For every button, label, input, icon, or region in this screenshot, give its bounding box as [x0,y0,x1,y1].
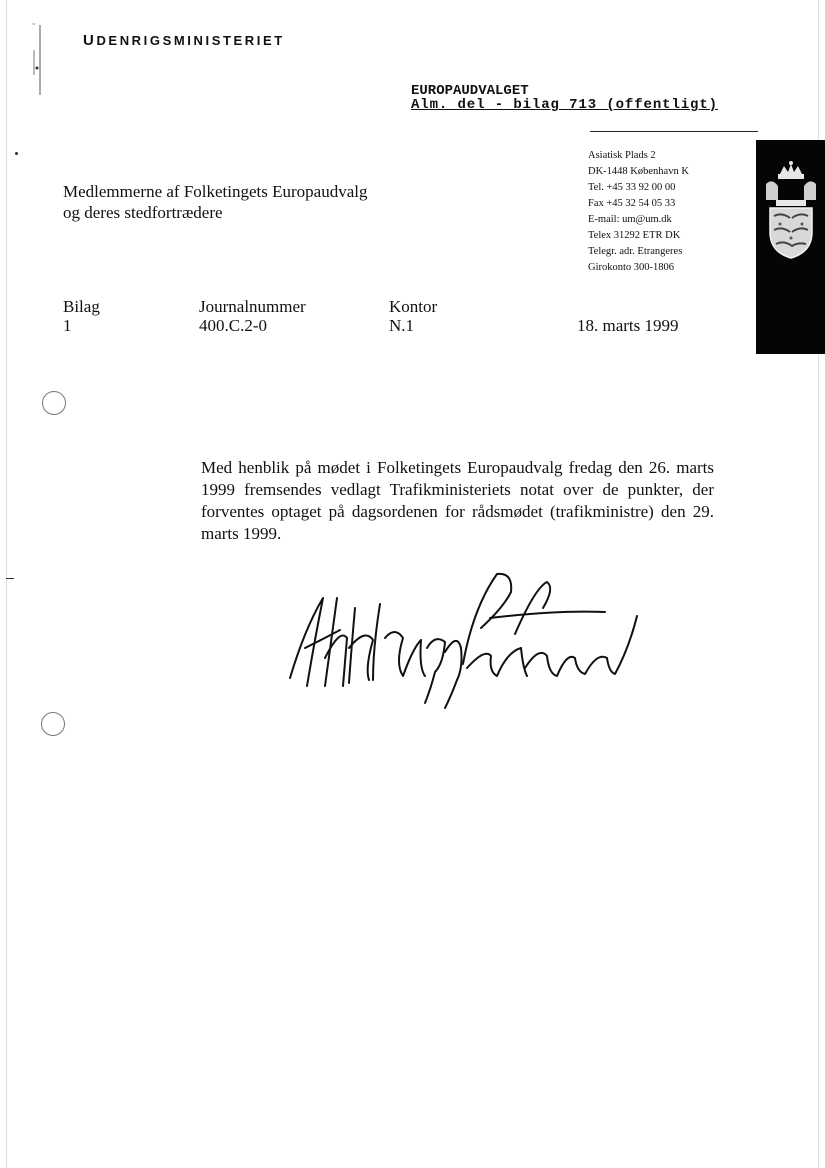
kontor-value: N.1 [389,316,415,335]
address-line: Tel. +45 33 92 00 00 [588,182,676,193]
bilag-label: Bilag [63,297,100,316]
address-line: Telex 31292 ETR DK [588,230,681,241]
address-line: Girokonto 300-1806 [588,262,675,273]
journal-value: 400.C.2-0 [199,316,267,335]
kontor-label: Kontor [389,297,438,316]
punch-hole [42,391,66,415]
address-line: Fax +45 32 54 05 33 [588,198,676,209]
address-line: Telegr. adr. Etrangeres [588,246,683,257]
recipient-line-2: og deres stedfortrædere [63,203,223,222]
archive-stamp [411,84,718,112]
recipient-block [63,181,368,223]
letter-date: 18. marts 1999 [577,316,679,335]
coat-of-arms-icon [762,160,820,260]
address-line: E-mail: um@um.dk [588,214,672,225]
sender-address [588,148,689,276]
ministry-initial: U [83,32,97,49]
margin-dash [6,578,14,579]
stamp-committee: EUROPAUDVALGET [411,83,529,99]
header-rule [590,131,758,132]
svg-text:": " [32,22,36,30]
scan-edge-left [6,0,7,1168]
stamp-reference: Alm. del - bilag 713 (offentligt) [411,97,718,113]
address-line: DK-1448 København K [588,166,689,177]
recipient-line-1: Medlemmerne af Folketingets Europaudvalg [63,182,368,201]
ministry-rest: DENRIGSMINISTERIET [96,33,285,48]
punch-hole [41,712,65,736]
margin-dot [15,152,18,155]
handwritten-signature [285,568,645,713]
margin-marks [20,20,50,100]
journal-label: Journalnummer [199,297,306,316]
letter-body: Med henblik på mødet i Folketingets Europaudvalg fredag den 26. marts 1999 fremsendes vedlagt Trafikministeriets notat over de punkter, der forventes optaget på dagsordenen for rådsmødet (trafikministre) den 29. marts 1999. [201,458,714,543]
ministry-name [83,32,285,49]
address-line: Asiatisk Plads 2 [588,150,656,161]
bilag-value: 1 [63,316,72,335]
